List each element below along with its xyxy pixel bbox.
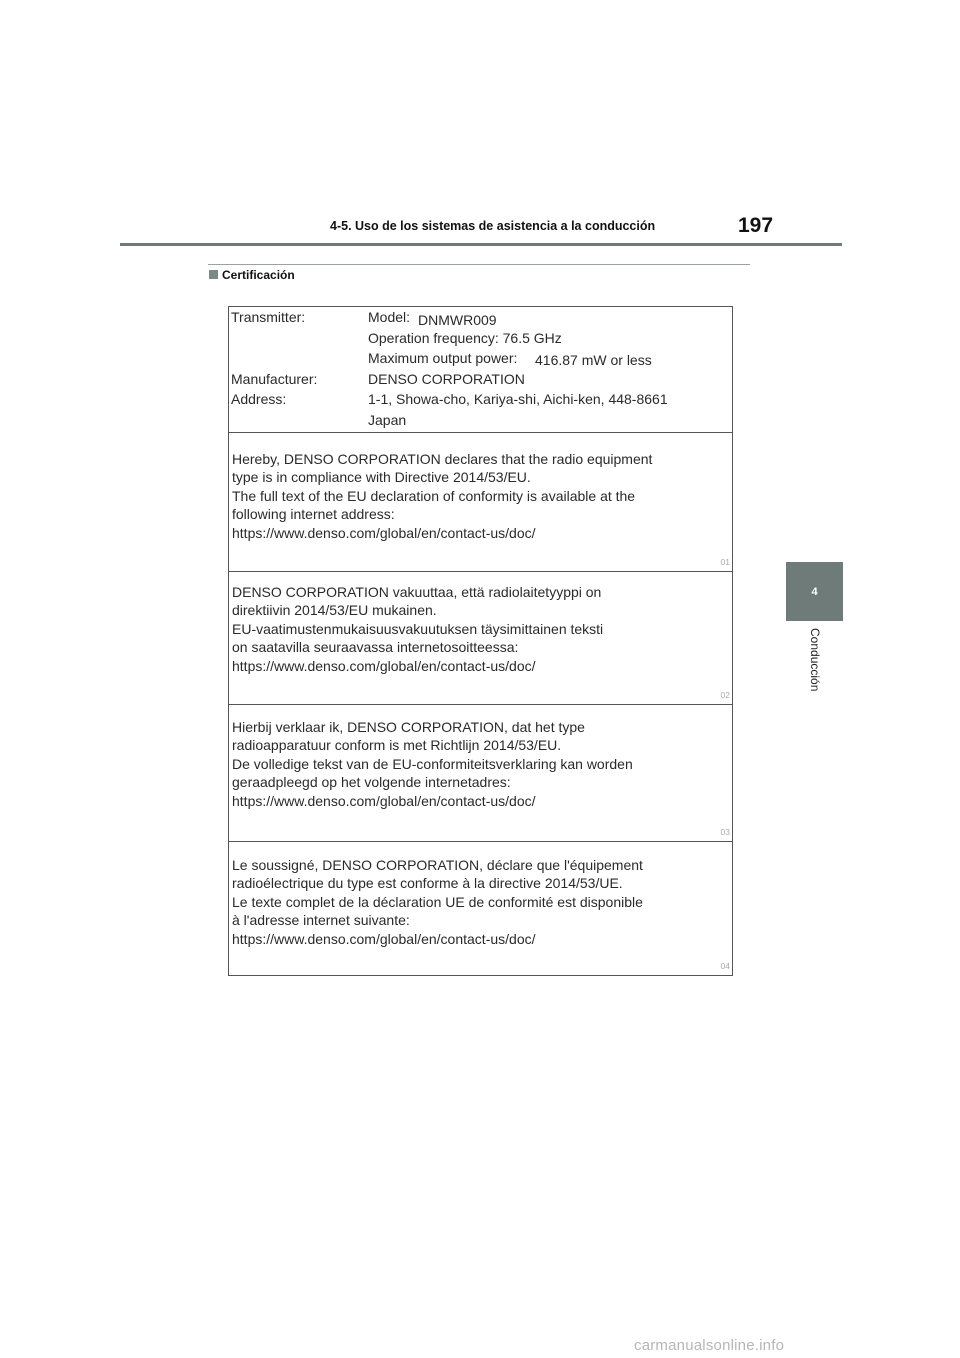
declaration-text: DENSO CORPORATION vakuuttaa, että radiolaitetyyppi on direktiivin 2014/53/EU mukainen. EU-vaatimustenmukaisuusvakuutuksen täysimittainen teksti on saatavilla seuraavassa internetosoitteessa: https://www.denso.com/global/en/contact-us/doc/ bbox=[232, 584, 604, 674]
chapter-tab bbox=[786, 562, 843, 621]
section-heading bbox=[209, 268, 295, 282]
declaration-code: 04 bbox=[720, 961, 730, 971]
transmitter-label: Transmitter: bbox=[231, 309, 306, 325]
footer-watermark: carmanualsonline.info bbox=[634, 1337, 785, 1354]
transmitter-block bbox=[229, 307, 732, 433]
address-line-2: Japan bbox=[368, 412, 407, 428]
section-rule bbox=[208, 264, 750, 265]
declaration-block-nl bbox=[229, 705, 732, 842]
model-value: DNMWR009 bbox=[418, 312, 497, 328]
declaration-block-en bbox=[229, 433, 732, 572]
declaration-text: Le soussigné, DENSO CORPORATION, déclare que l'équipement radioélectrique du type est conforme à la directive 2014/53/UE. Le texte complet de la déclaration UE de conformité est disponible à l'adresse internet suivante: https://www.denso.com/global/en/contact-us/doc/ bbox=[232, 857, 643, 947]
model-label: Model: bbox=[368, 309, 411, 325]
declaration-code: 02 bbox=[720, 690, 730, 700]
square-bullet-icon bbox=[209, 270, 218, 279]
power-value: 416.87 mW or less bbox=[535, 352, 652, 368]
declaration-code: 01 bbox=[720, 557, 730, 567]
address-label: Address: bbox=[231, 391, 287, 407]
chapter-number: 4 bbox=[811, 586, 818, 598]
declaration-text: Hierbij verklaar ik, DENSO CORPORATION, dat het type radioapparatuur conform is met Richtlijn 2014/53/EU. De volledige tekst van de EU-conformiteitsverklaring kan worden geraadpleegd op het volgende internetadres: https://www.denso.com/global/en/contact-us/doc/ bbox=[232, 719, 633, 809]
declaration-block-fr bbox=[229, 842, 732, 975]
section-heading-text: Certificación bbox=[222, 268, 295, 282]
declaration-block-fi bbox=[229, 572, 732, 705]
header-rule bbox=[120, 243, 842, 246]
frequency-text: Operation frequency: 76.5 GHz bbox=[368, 330, 562, 346]
declaration-text: Hereby, DENSO CORPORATION declares that the radio equipment type is in compliance with Directive 2014/53/EU. The full text of the EU declaration of conformity is available at the following internet address: https://www.denso.com/global/en/contact-us/doc/ bbox=[232, 451, 653, 541]
certificate-box bbox=[228, 306, 733, 976]
power-label: Maximum output power: bbox=[368, 350, 518, 366]
page-header-title: 4-5. Uso de los sistemas de asistencia a la conducción bbox=[330, 219, 656, 233]
manufacturer-label: Manufacturer: bbox=[231, 371, 318, 387]
manufacturer-value: DENSO CORPORATION bbox=[368, 371, 525, 387]
page-number: 197 bbox=[738, 214, 774, 237]
declaration-code: 03 bbox=[720, 827, 730, 837]
address-line-1: 1-1, Showa-cho, Kariya-shi, Aichi-ken, 448-8661 bbox=[368, 391, 668, 407]
chapter-label: Conducción bbox=[808, 628, 822, 692]
